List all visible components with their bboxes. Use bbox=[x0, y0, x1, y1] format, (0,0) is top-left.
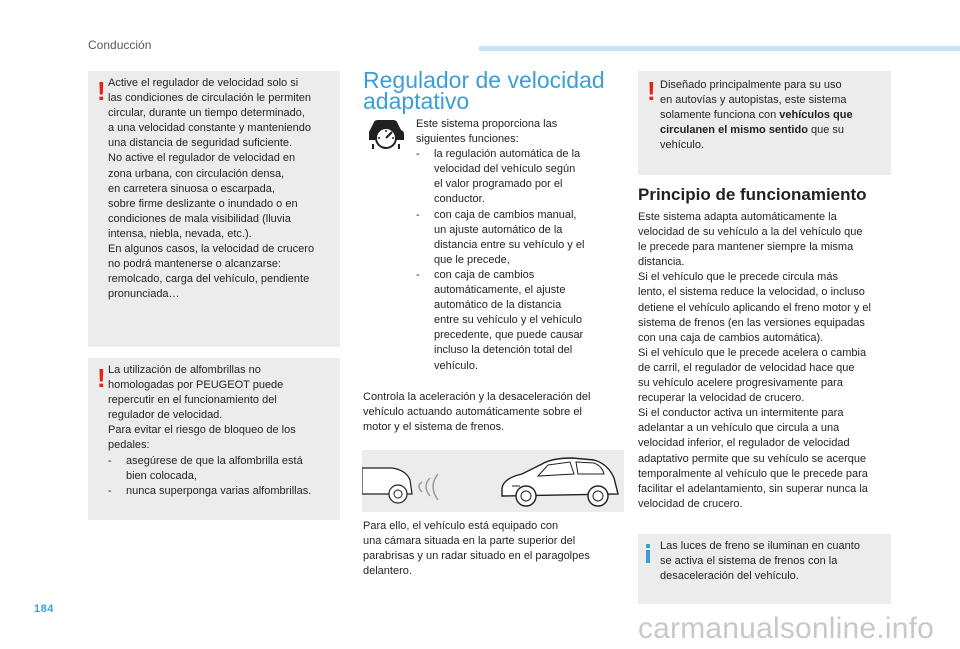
warning-line: circular, durante un tiempo determinado, bbox=[108, 107, 305, 120]
warning-exclamation-icon: ! bbox=[97, 363, 106, 393]
warning-line: sobre firme deslizante o inundado o en bbox=[108, 197, 298, 210]
info-line: Las luces de freno se iluminan en cuanto bbox=[660, 540, 860, 552]
principle-heading: Principio de funcionamiento bbox=[638, 185, 867, 204]
info-line: desaceleración del vehículo. bbox=[660, 570, 799, 583]
intro-line: siguientes funciones: bbox=[416, 133, 519, 146]
warning-line: zona urbana, con circulación densa, bbox=[108, 167, 285, 180]
functions-list bbox=[416, 147, 621, 373]
warning-exclamation-icon: ! bbox=[97, 76, 106, 106]
warning-line: una distancia de seguridad suficiente. bbox=[108, 137, 293, 150]
warning-line: en autovías y autopistas, este sistema bbox=[660, 94, 847, 107]
warning-line: No active el regulador de velocidad en bbox=[108, 152, 296, 165]
warning-line: remolcado, carga del vehículo, pendiente bbox=[108, 273, 310, 286]
warning-line: solamente funciona con vehículos que bbox=[660, 109, 853, 122]
watermark: carmanualsonline.info bbox=[637, 612, 934, 645]
warning-line: La utilización de alfombrillas no bbox=[108, 364, 261, 376]
warning-line: vehículo. bbox=[660, 139, 705, 152]
warning-box-conditions bbox=[88, 71, 340, 347]
warning-line: homologadas por PEUGEOT puede bbox=[108, 379, 284, 392]
info-icon bbox=[646, 544, 650, 563]
page-number: 184 bbox=[34, 603, 54, 615]
car-radar-illustration bbox=[362, 450, 624, 512]
warning-line: Para evitar el riesgo de bloqueo de los bbox=[108, 424, 296, 437]
warning-line: pedales: bbox=[108, 439, 150, 452]
warning-box-usage bbox=[638, 71, 891, 175]
warning-exclamation-icon: ! bbox=[647, 76, 656, 106]
list-item: - con caja de cambios automáticamente, el ajuste automático de la distancia entre su vehículo y el vehículo precedente, que puede causar incluso la detención total del vehículo. bbox=[416, 268, 584, 372]
speedometer-car-icon bbox=[365, 116, 407, 150]
warning-line: repercutir en el funcionamiento del bbox=[108, 394, 277, 407]
warning-line: condiciones de mala visibilidad (lluvia bbox=[108, 212, 291, 225]
warning-line: a una velocidad constante y manteniendo bbox=[108, 122, 312, 135]
info-line: se activa el sistema de frenos con la bbox=[660, 555, 838, 568]
warning-line: en carretera sinuosa o escarpada, bbox=[108, 182, 275, 195]
functions-block bbox=[416, 117, 621, 374]
warning-line: Active el regulador de velocidad solo si bbox=[108, 77, 299, 89]
principle-paragraph: Este sistema adapta automáticamente la velocidad de su vehículo a la del vehículo que le precede para mantener siempre la misma distancia. Si el vehículo que le precede circula más lento, el sistema reduce la velocidad, o incluso detiene el vehículo aplicando el freno motor y el sistema de frenos (en las versiones equipadas con una caja de cambios automática). Si el vehículo que le precede acelera o cambia de carril, el regulador de velocidad hace que su vehículo acelere progresivamente para recuperar la velocidad de crucero. Si el conductor activa un intermitente para adelantar a un vehículo que circula a una velocidad inferior, el regulador de velocidad adaptativo permite que su vehículo se acerque temporalmente al vehículo que le precede para facilitar el adelantamiento, sin superar nunca la velocidad de crucero. bbox=[638, 211, 871, 510]
warning-line: pronunciada… bbox=[108, 288, 180, 301]
header-accent-bar bbox=[479, 46, 960, 51]
warning-line: Diseñado principalmente para su uso bbox=[660, 79, 842, 91]
warning-line: no podrá mantenerse o alcanzarse: bbox=[108, 258, 282, 271]
warning-line: En algunos casos, la velocidad de crucero bbox=[108, 243, 315, 256]
warning-line: regulador de velocidad. bbox=[108, 409, 223, 422]
section-title: Conducción bbox=[88, 38, 152, 52]
control-paragraph: Controla la aceleración y la desaceleración del vehículo actuando automáticamente sobre el motor y el sistema de frenos. bbox=[363, 391, 591, 434]
list-item: - la regulación automática de la velocidad del vehículo según el valor programado por el conductor. bbox=[416, 148, 581, 206]
section-heading: Regulador de velocidad adaptativo bbox=[363, 67, 605, 114]
warning-line: intensa, niebla, nevada, etc.). bbox=[108, 227, 252, 240]
warning-line: circulanen el mismo sentido que su bbox=[660, 124, 845, 137]
warning-box-floor-mats bbox=[88, 358, 340, 520]
list-item: - nunca superponga varias alfombrillas. bbox=[108, 484, 312, 497]
warning-line: las condiciones de circulación le permiten bbox=[108, 92, 311, 105]
list-item: - asegúrese de que la alfombrilla está bien colocada, bbox=[108, 454, 303, 482]
equipment-paragraph: Para ello, el vehículo está equipado con una cámara situada en la parte superior del parabrisas y un radar situado en el paragolpes delantero. bbox=[363, 520, 590, 578]
warning-list bbox=[108, 454, 340, 499]
list-item: - con caja de cambios manual, un ajuste automático de la distancia entre su vehículo y el que le precede, bbox=[416, 208, 585, 266]
intro-line: Este sistema proporciona las bbox=[416, 118, 558, 130]
info-box-brake-lights bbox=[638, 534, 891, 604]
